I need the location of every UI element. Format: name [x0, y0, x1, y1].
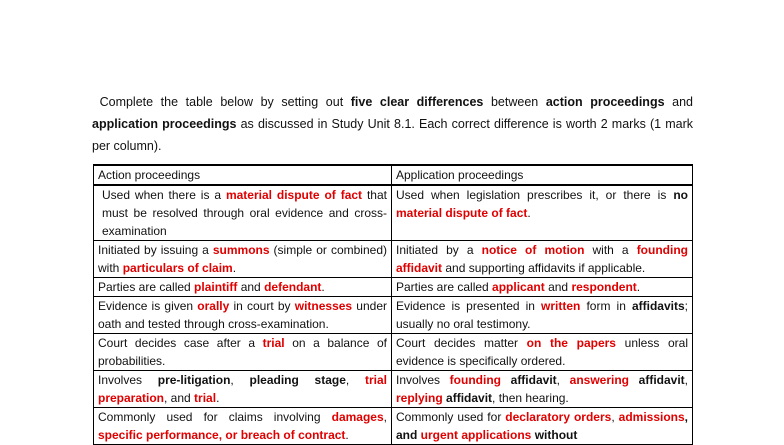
cell-text: under oath and tested through cross-examination. — [98, 299, 387, 331]
action-cell — [94, 408, 392, 445]
application-cell — [392, 371, 693, 408]
instruction-paragraph — [92, 91, 693, 157]
cell-text: form in — [580, 299, 632, 313]
instruction-bold-five-differences: five clear differences — [350, 95, 484, 109]
cell-text: and supporting affidavits if applicable. — [442, 261, 646, 275]
header-application-proceedings: Application proceedings — [392, 165, 693, 185]
action-cell — [94, 241, 392, 278]
cell-text: . — [321, 280, 325, 294]
cell-text: , — [611, 410, 619, 424]
key-term: written — [541, 299, 581, 313]
cell-text: , then hearing. — [492, 391, 569, 405]
bold-text: pre-litigation — [157, 373, 231, 387]
key-term: notice of motion — [481, 243, 585, 257]
bold-text: affidavit — [638, 373, 685, 387]
table-row — [94, 241, 693, 278]
key-term: founding — [449, 373, 501, 387]
key-term: trial — [262, 336, 285, 350]
key-term: particulars of claim — [122, 261, 233, 275]
cell-text: (simple or combined) with — [98, 243, 387, 275]
key-term: applicant — [492, 280, 545, 294]
cell-text: . — [345, 428, 349, 442]
key-term: on the papers — [526, 336, 616, 350]
cell-text: Court decides matter — [396, 336, 527, 350]
cell-text: Used when legislation prescribes it, or there is — [396, 188, 674, 202]
application-cell — [392, 241, 693, 278]
cell-text: , — [684, 373, 689, 387]
instruction-text: between — [483, 95, 546, 109]
cell-text: Parties are called — [98, 280, 195, 294]
cell-text: Involves — [98, 373, 158, 387]
table-body — [94, 185, 693, 445]
key-term: material dispute of fact — [225, 188, 363, 202]
cell-text — [629, 373, 639, 387]
key-term: plaintiff — [194, 280, 238, 294]
instruction-bold-application: application proceedings — [92, 117, 237, 131]
bold-text: pleading stage — [249, 373, 346, 387]
key-term: urgent applications — [420, 428, 532, 442]
cell-text: ; usually no oral testimony. — [396, 299, 688, 331]
table-row — [94, 297, 693, 334]
differences-table — [93, 164, 693, 445]
cell-text: Parties are called — [396, 280, 493, 294]
cell-text — [501, 373, 511, 387]
cell-text: . — [527, 206, 531, 220]
application-cell — [392, 185, 693, 241]
key-term: specific performance, or breach of contract — [98, 428, 346, 442]
action-cell — [94, 334, 392, 371]
cell-text: and — [237, 280, 265, 294]
application-cell — [392, 334, 693, 371]
key-term: trial preparation — [98, 373, 387, 405]
bold-text: without — [531, 428, 578, 442]
cell-text: Used when there is a — [102, 188, 226, 202]
key-term: material dispute of fact — [396, 206, 528, 220]
key-term: declaratory orders — [505, 410, 612, 424]
bold-text: no — [673, 188, 688, 202]
key-term: damages — [331, 410, 384, 424]
cell-text: Evidence is presented in — [396, 299, 542, 313]
table-row — [94, 371, 693, 408]
key-term: founding affidavit — [396, 243, 688, 275]
cell-text: Evidence is given — [98, 299, 198, 313]
table-row — [94, 408, 693, 445]
bold-text: affidavit — [446, 391, 493, 405]
cell-text: , — [230, 373, 250, 387]
cell-text: Commonly used for — [396, 410, 506, 424]
instruction-bold-action: action proceedings — [545, 95, 665, 109]
key-term: respondent — [571, 280, 637, 294]
cell-text: , — [383, 410, 387, 424]
instruction-text: as discussed in Study Unit 8.1. Each correct difference is worth 2 marks (1 mark per column). — [92, 117, 693, 153]
cell-text: . — [636, 280, 641, 294]
cell-text: Involves — [396, 373, 450, 387]
key-term: summons — [212, 243, 270, 257]
application-cell — [392, 297, 693, 334]
key-term: defendant — [264, 280, 322, 294]
bold-text: affidavit — [510, 373, 557, 387]
key-term: orally — [197, 299, 230, 313]
assignment-instruction — [92, 91, 693, 157]
cell-text: . — [216, 391, 220, 405]
cell-text: and — [544, 280, 572, 294]
key-term: admissions — [618, 410, 685, 424]
action-cell — [94, 185, 392, 241]
header-action-proceedings: Action proceedings — [94, 165, 392, 185]
key-term: trial — [194, 391, 217, 405]
cell-text: in court by — [229, 299, 295, 313]
cell-text: , — [556, 373, 570, 387]
cell-text: with a — [584, 243, 637, 257]
action-cell — [94, 297, 392, 334]
key-term: answering — [569, 373, 629, 387]
table-row — [94, 334, 693, 371]
cell-text: , — [345, 373, 365, 387]
cell-text: Court decides case after a — [98, 336, 263, 350]
table-row — [94, 185, 693, 241]
cell-text: Commonly used for claims involving — [98, 410, 332, 424]
bold-text: affidavits — [631, 299, 685, 313]
action-cell — [94, 278, 392, 297]
cell-text: Initiated by issuing a — [98, 243, 213, 257]
key-term: replying — [396, 391, 443, 405]
application-cell — [392, 408, 693, 445]
cell-text: unless oral evidence is specifically ordered. — [396, 336, 688, 368]
application-cell — [392, 278, 693, 297]
cell-text: . — [232, 261, 237, 275]
table-row — [94, 278, 693, 297]
cell-text: that must be resolved through oral evidence and cross-examination — [102, 188, 387, 238]
cell-text: on a balance of probabilities. — [98, 336, 387, 368]
action-cell — [94, 371, 392, 408]
bold-text: , and — [396, 410, 689, 442]
instruction-text: and — [664, 95, 693, 109]
cell-text: , and — [164, 391, 195, 405]
key-term: witnesses — [294, 299, 353, 313]
cell-text: Initiated by a — [396, 243, 482, 257]
instruction-text: Complete the table below by setting out — [99, 95, 351, 109]
table-header-row — [94, 165, 693, 185]
